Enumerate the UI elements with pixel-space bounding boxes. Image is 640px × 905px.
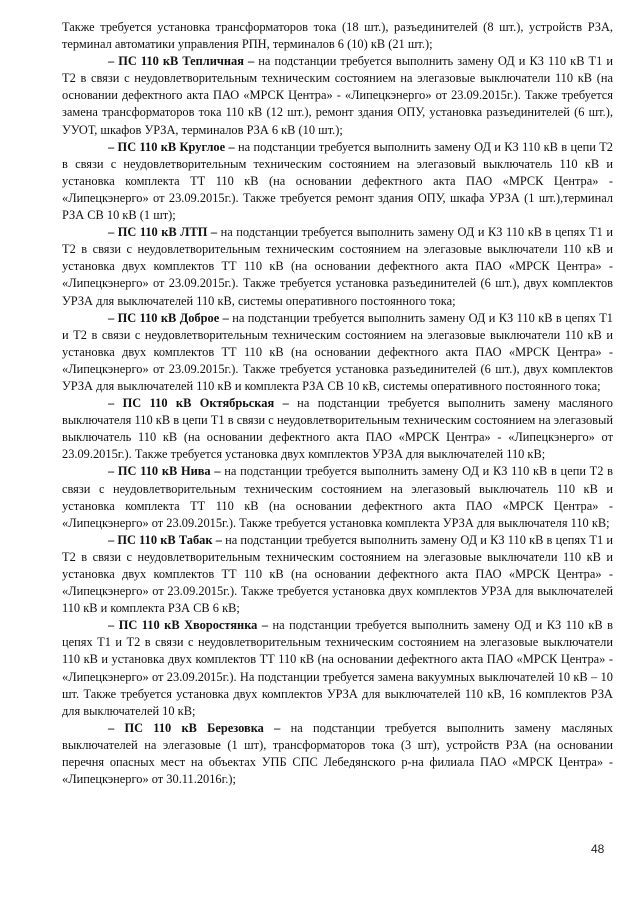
substation-title: – ПС 110 кВ ЛТП – bbox=[108, 225, 218, 240]
substation-paragraph-khvorostyanka bbox=[62, 617, 613, 720]
substation-title: – ПС 110 кВ Табак – bbox=[108, 532, 222, 547]
substation-text: на подстанции требуется выполнить замену ОД и КЗ 110 кВ Т1 и Т2 в связи с неудовлетворительным техническим состоянием на элегазовые выключатели 110 кВ (на основании дефектного акта ПАО «МРСК Центра» - «Липецкэнерго» от 23.09.2015г.). Также требуется замена трансформаторов тока 110 кВ (12 шт.), ремонт здания ОПУ, установка разъединителей (6 шт.), УУОТ, шкафов УРЗА, терминалов РЗА 6 кВ (10 шт.); bbox=[62, 54, 613, 137]
substation-text: на подстанции требуется выполнить замену ОД и КЗ 110 кВ в цепях Т1 и Т2 в связи с неудовлетворительным техническим состоянием на элегазовые выключатели 110 кВ и установка двух комплектов ТТ 110 кВ (на основании дефектного акта ПАО «МРСК Центра» - «Липецкэнерго» от 23.09.2015г.). Также требуется установка двух комплектов УРЗА для выключателей 110 кВ и комплекта РЗА СВ 6 кВ; bbox=[62, 532, 614, 616]
substation-text: на подстанции требуется выполнить замену ОД и КЗ 110 кВ в цепи Т2 в связи с неудовлетворительным техническим состоянием на элегазовый выключатель 110 кВ и установка комплекта ТТ 110 кВ (на основании дефектного акта ПАО «МРСК Центра» - «Липецкэнерго» от 23.09.2015г.). Также требуется установка комплекта УРЗА для выключателя 110 кВ; bbox=[62, 464, 614, 530]
substation-title: – ПС 110 кВ Березовка – bbox=[108, 720, 281, 735]
substation-paragraph-teplichnaya bbox=[62, 53, 613, 138]
substation-title: – ПС 110 кВ Хворостянка – bbox=[108, 618, 269, 633]
substation-title: – ПС 110 кВ Нива – bbox=[108, 464, 221, 479]
substation-title: – ПС 110 кВ Тепличная – bbox=[108, 54, 255, 69]
substation-paragraph-dobroe bbox=[62, 310, 613, 395]
substation-text: на подстанции требуется выполнить замену ОД и КЗ 110 кВ в цепи Т2 в связи с неудовлетворительным техническим состоянием на элегазовый выключатель 110 кВ и установка комплекта ТТ 110 кВ (на основании дефектного акта ПАО «МРСК Центра» - «Липецкэнерго» от 23.09.2015г.). Также требуется ремонт здания ОПУ, шкафа УРЗА (1 шт.),терминал РЗА СВ 10 кВ (1 шт); bbox=[62, 139, 613, 223]
substation-title: – ПС 110 кВ Доброе – bbox=[108, 310, 229, 325]
substation-text: на подстанции требуется выполнить замену масляного выключателя 110 кВ в цепи Т1 в связи с неудовлетворительным техническим состоянием на элегазовый выключатель 110 кВ (на основании дефектного акта ПАО «МРСК Центра» - «Липецкэнерго» от 23.09.2015г.). Также требуется установка двух комплектов УРЗА для выключателей 110 кВ; bbox=[62, 396, 613, 462]
substation-paragraph-tabak bbox=[62, 532, 613, 617]
substation-paragraph-ltp bbox=[62, 224, 613, 309]
substation-paragraph-niva bbox=[62, 463, 613, 531]
substation-title: – ПС 110 кВ Круглое – bbox=[108, 139, 235, 154]
substation-text: на подстанции требуется выполнить замену ОД и КЗ 110 кВ в цепях Т1 и Т2 в связи с неудовлетворительным техническим состоянием на элегазовые выключатели 110 кВ и установка двух комплектов ТТ 110 кВ (на основании дефектного акта ПАО «МРСК Центра» - «Липецкэнерго» от 23.09.2015г.). Также требуется установка разъединителей (6 шт.), двух комплектов УРЗА для выключателей 110 кВ, системы оперативного постоянного тока; bbox=[62, 225, 614, 308]
substation-title: – ПС 110 кВ Октябрьская – bbox=[108, 396, 289, 411]
intro-paragraph: Также требуется установка трансформаторов тока (18 шт.), разъединителей (8 шт.), устройств РЗА, терминал автоматики управления РПН, терминалов 6 (10) кВ (21 шт.); bbox=[62, 20, 613, 52]
substation-text: на подстанции требуется выполнить замену ОД и КЗ 110 кВ в цепях Т1 и Т2 в связи с неудовлетворительным техническим состоянием на элегазовые выключатели 110 кВ и установка двух комплектов ТТ 110 кВ (на основании дефектного акта ПАО «МРСК Центра» - «Липецкэнерго» от 23.09.2015г.). На подстанции требуется замена вакуумных выключателей 10 кВ – 10 шт. Также требуется установка двух комплектов УРЗА для выключателей 110 кВ, 16 комплектов РЗА для выключателей 10 кВ; bbox=[62, 618, 613, 718]
substation-paragraph-oktyabrskaya bbox=[62, 395, 613, 463]
substation-paragraph-berezovka bbox=[62, 720, 613, 788]
page-number: 48 bbox=[591, 842, 605, 856]
substation-paragraph-krugloe bbox=[62, 139, 613, 224]
document-page bbox=[62, 19, 613, 788]
substation-text: на подстанции требуется выполнить замену масляных выключателей на элегазовые (1 шт), трансформаторов тока (3 шт), устройств РЗА (на основании перечня опасных мест на объектах УПБ СПС Лебедянского р-на филиала ПАО «МРСК Центра» - «Липецкэнерго» от 30.11.2016г.); bbox=[62, 720, 614, 787]
substation-text: на подстанции требуется выполнить замену ОД и КЗ 110 кВ в цепях Т1 и Т2 в связи с неудовлетворительным техническим состоянием на элегазовые выключатели 110 кВ и установка двух комплектов ТТ 110 кВ (на основании дефектного акта ПАО «МРСК Центра» - «Липецкэнерго» от 23.09.2015г.). Также требуется установка разъединителей (6 шт.), двух комплектов УРЗА для выключателей 110 кВ и комплекта РЗА СВ 10 кВ, системы оперативного постоянного тока; bbox=[62, 310, 613, 393]
